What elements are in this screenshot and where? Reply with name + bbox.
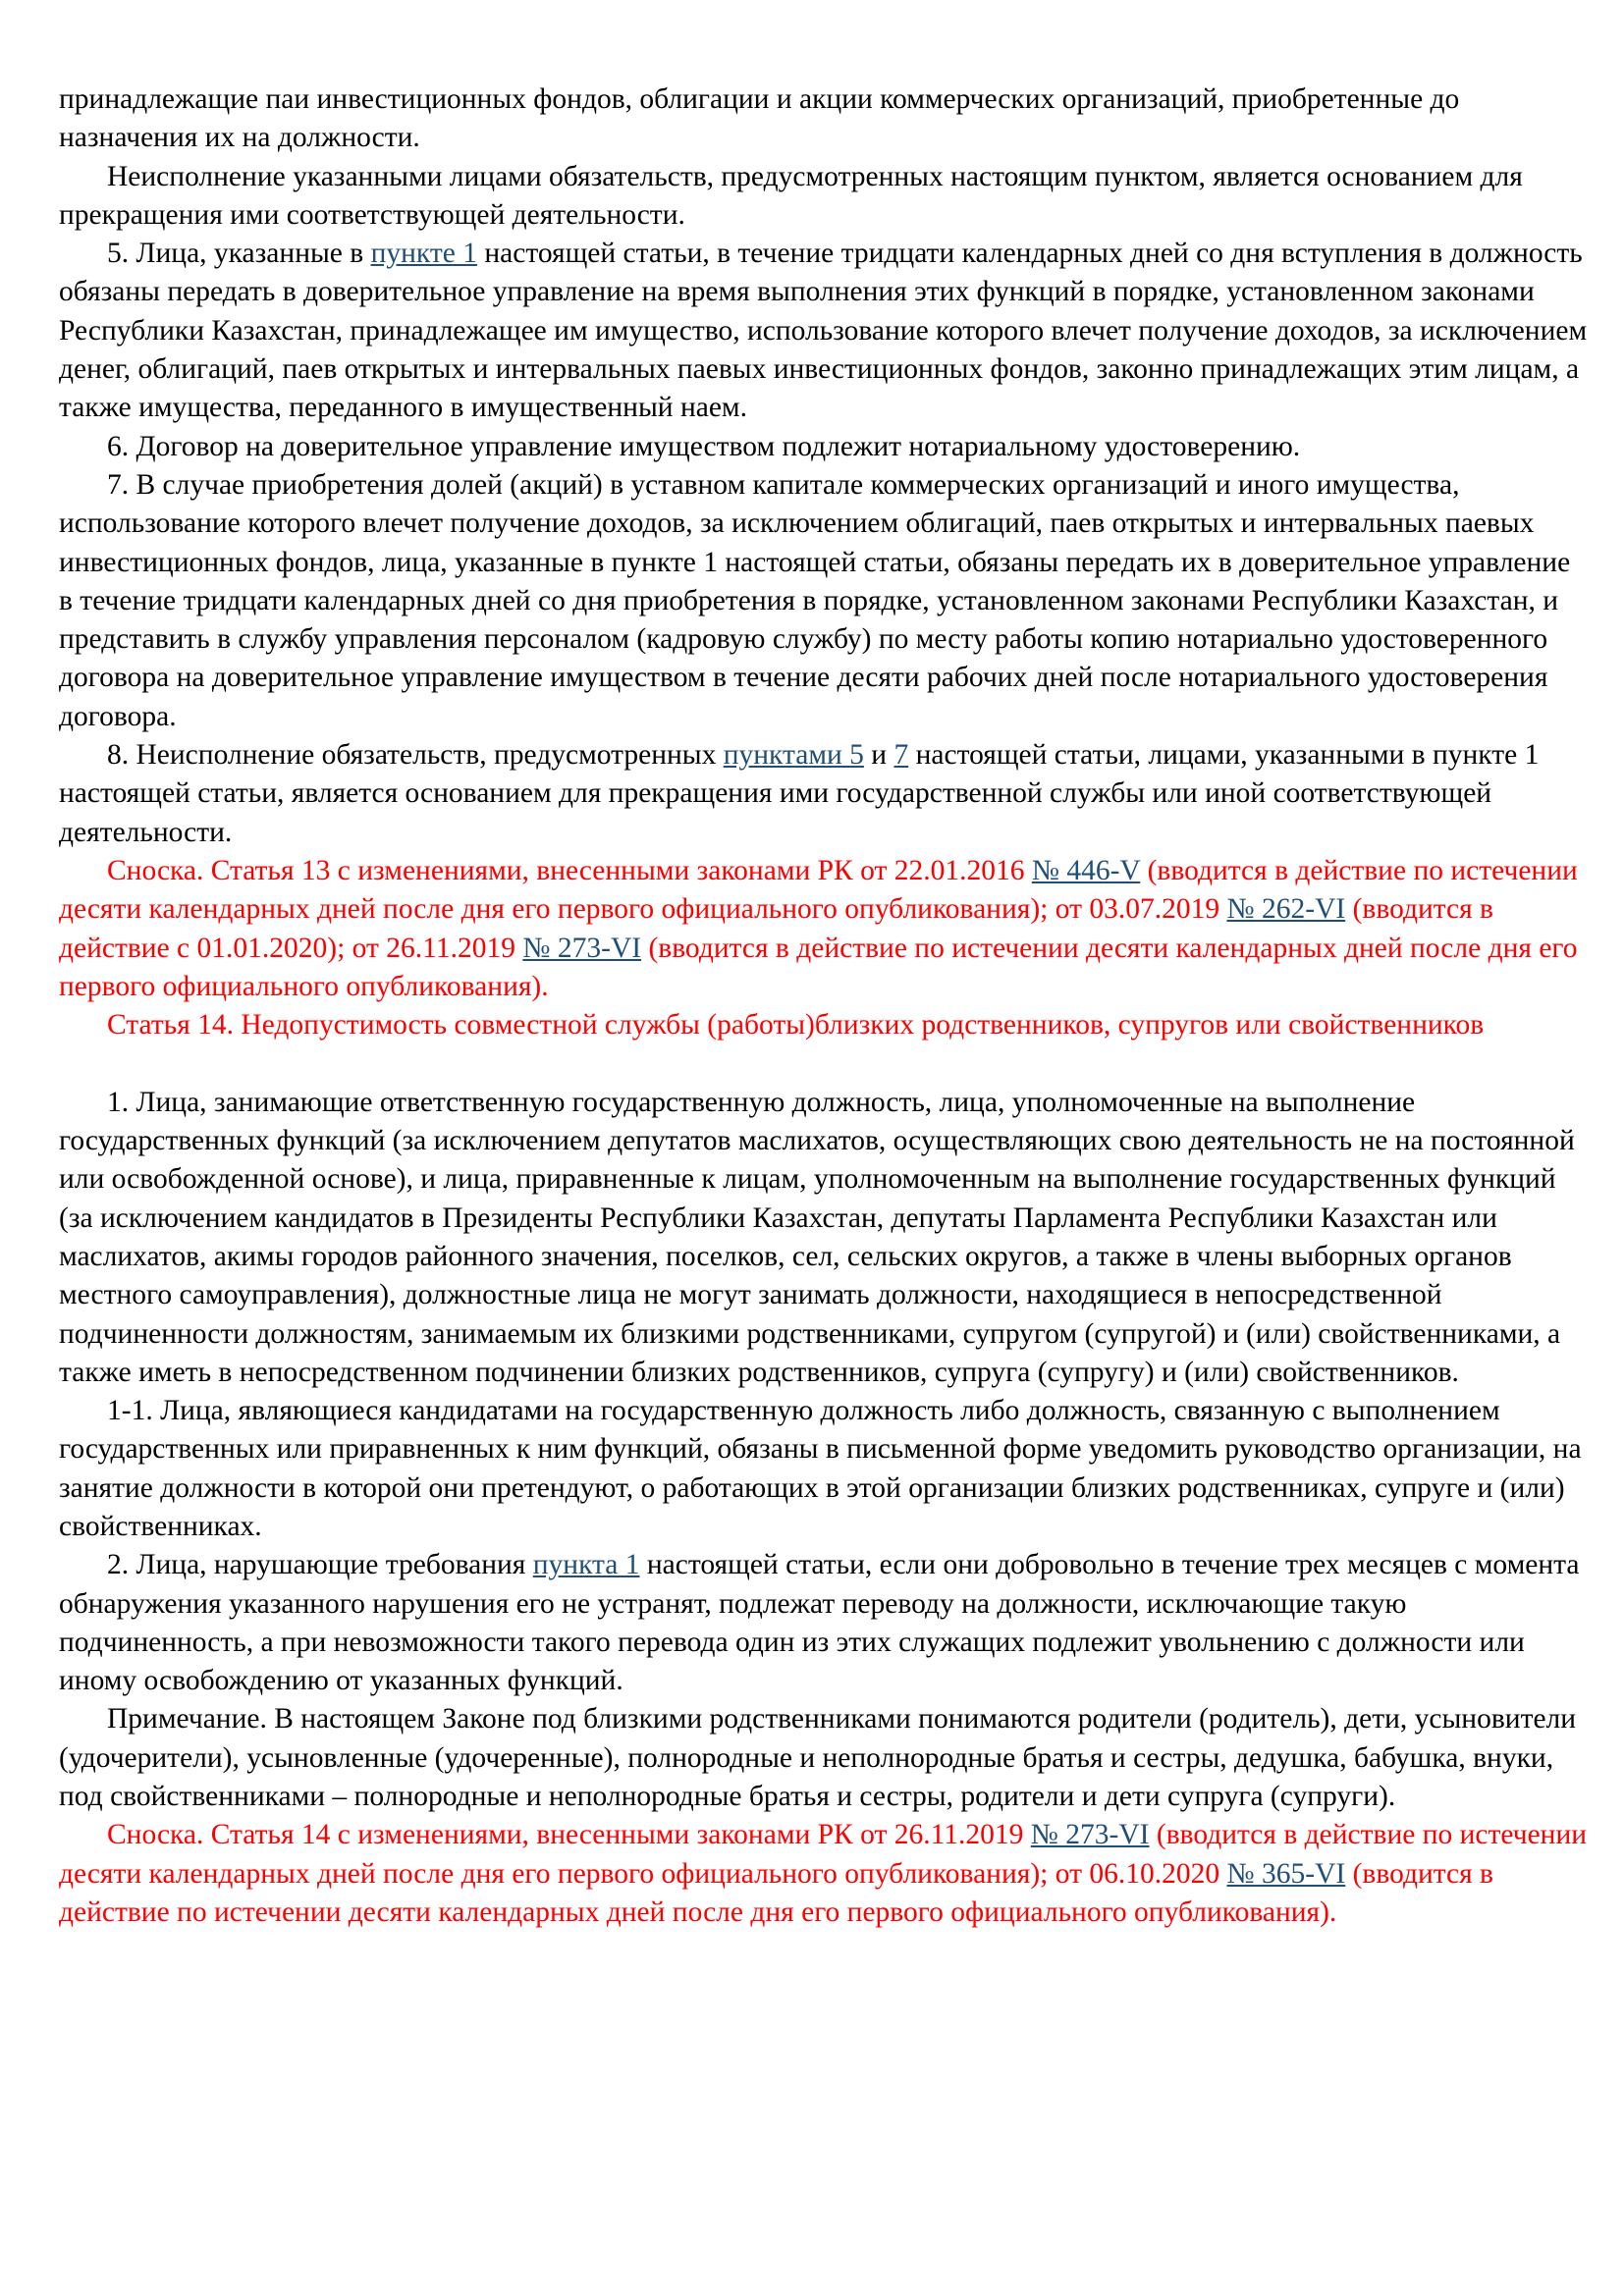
art13-p8-text-c: настоящей статьи, лицами, указанными в пункте 1 настоящей статьи, является основанием для прекращения ими государственной службы или иной соответствующей деятельности.	[59, 739, 1540, 848]
art14-p2	[59, 1546, 1591, 1700]
art14-footnote-text-b: (вводится в действие по истечении десяти календарных дней после дня его первого официального опубликования); от 06.10.2020	[59, 1819, 1588, 1890]
art13-p4-noncompliance: Неисполнение указанными лицами обязательств, предусмотренных настоящим пунктом, является основанием для прекращения ими соответствующей деятельности.	[59, 160, 1523, 231]
art14-footnote-text-a: Сноска. Статья 14 с изменениями, внесенными законами РК от 26.11.2019	[107, 1819, 1031, 1851]
art14-p1-1: 1-1. Лица, являющиеся кандидатами на государственную должность либо должность, связанную с выполнением государственных или приравненных к ним функций, обязаны в письменной форме уведомить руководство организации, на занятие должности в которой они претендуют, о работающих в этой организации близких родственниках, супруге и (или) свойственниках.	[59, 1395, 1582, 1542]
link-law-446-v[interactable]: № 446-V	[1031, 854, 1141, 886]
link-law-365-vi[interactable]: № 365-VI	[1226, 1857, 1346, 1890]
art13-footnote-text-c: (вводится в действие с 01.01.2020); от 26.11.2019	[59, 893, 1493, 964]
art13-p5-text-b: настоящей статьи, в течение тридцати календарных дней со дня вступления в должность обязаны передать в доверительное управление на время выполнения этих функций в порядке, установленном законами Республики Казахстан, принадлежащее им имущество, использование которого влечет получение доходов, за исключением денег, облигаций, паев открытых и интервальных паевых инвестиционных фондов, законно принадлежащих этим лицам, а также имущества, переданного в имущественный наем.	[59, 238, 1588, 424]
art13-footnote-text-b: (вводится в действие по истечении десяти календарных дней после дня его первого официального опубликования); от 03.07.2019	[59, 854, 1578, 926]
art14-title: Статья 14. Недопустимость совместной службы (работы)близких родственников, супругов или свойственников	[107, 1009, 1485, 1041]
link-punkty-5[interactable]: пунктами 5	[723, 739, 864, 772]
art13-p7: 7. В случае приобретения долей (акций) в уставном капитале коммерческих организаций и иного имущества, использование которого влечет получение доходов, за исключением облигаций, паев открытых и интервальных паевых инвестиционных фондов, лица, указанные в пункте 1 настоящей статьи, обязаны передать их в доверительное управление в течение тридцати календарных дней со дня приобретения в порядке, установленном законами Республики Казахстан, и представить в службу управления персоналом (кадровую службу) по месту работы копию нотариально удостоверенного договора на доверительное управление имуществом в течение десяти рабочих дней после нотариального удостоверения договора.	[59, 468, 1571, 732]
link-law-273-vi-2[interactable]: № 273-VI	[1030, 1819, 1150, 1851]
art13-p8	[59, 736, 1591, 852]
link-punkta-1[interactable]: пункта 1	[532, 1549, 640, 1581]
blank-line	[59, 1044, 1591, 1083]
art13-footnote	[59, 852, 1591, 1006]
art13-p5	[59, 235, 1591, 427]
art14-p2-text-b: настоящей статьи, если они добровольно в течение трех месяцев с момента обнаружения указанного нарушения его не устранят, подлежат переводу на должности, исключающие такую подчиненность, а при невозможности такого перевода один из этих служащих подлежит увольнению с должности или иному освобождению от указанных функций.	[59, 1549, 1580, 1697]
art13-footnote-text-a: Сноска. Статья 13 с изменениями, внесенными законами РК от 22.01.2016	[107, 854, 1032, 886]
art14-p1: 1. Лица, занимающие ответственную государственную должность, лица, уполномоченные на выполнение государственных функций (за исключением депутатов маслихатов, осуществляющих свою деятельность не на постоянной или освобожденной основе), и лица, приравненные к лицам, уполномоченным на выполнение государственных функций (за исключением кандидатов в Президенты Республики Казахстан, депутаты Парламента Республики Казахстан или маслихатов, акимы городов районного значения, поселков, сел, сельских округов, а также в члены выборных органов местного самоуправления), должностные лица не могут занимать должности, находящиеся в непосредственной подчиненности должностям, занимаемым их близкими родственниками, супругом (супругой) и (или) свойственниками, а также иметь в непосредственном подчинении близких родственников, супруга (супругу) и (или) свойственников.	[59, 1086, 1575, 1388]
link-punkt-7[interactable]: 7	[893, 739, 909, 772]
link-punkt-1[interactable]: пункте 1	[370, 238, 477, 270]
art14-footnote	[59, 1816, 1591, 1932]
art14-p2-text-a: 2. Лица, нарушающие требования	[107, 1549, 533, 1581]
art14-footnote-text-c: (вводится в действие по истечении десяти календарных дней после дня его первого официального опубликования).	[59, 1857, 1493, 1928]
art13-p4-continuation: принадлежащие паи инвестиционных фондов, облигации и акции коммерческих организаций, приобретенные до назначения их на должности.	[59, 83, 1460, 154]
link-law-273-vi[interactable]: № 273-VI	[522, 932, 642, 964]
art13-footnote-text-d: (вводится в действие по истечении десяти календарных дней после дня его первого официального опубликования).	[59, 932, 1578, 1002]
art13-p5-text-a: 5. Лица, указанные в	[107, 238, 371, 270]
art13-p8-text-a: 8. Неисполнение обязательств, предусмотренных	[107, 739, 724, 772]
art13-p6: 6. Договор на доверительное управление имуществом подлежит нотариальному удостоверению.	[107, 430, 1301, 462]
document-page	[59, 80, 1591, 1932]
link-law-262-vi[interactable]: № 262-VI	[1226, 893, 1346, 926]
art14-note: Примечание. В настоящем Законе под близкими родственниками понимаются родители (родитель), дети, усыновители (удочерители), усыновленные (удочеренные), полнородные и неполнородные братья и сестры, дедушка, бабушка, внуки, под свойственниками – полнородные и неполнородные братья и сестры, родители и дети супруга (супруги).	[59, 1703, 1577, 1813]
art13-p8-text-b: и	[863, 739, 894, 772]
